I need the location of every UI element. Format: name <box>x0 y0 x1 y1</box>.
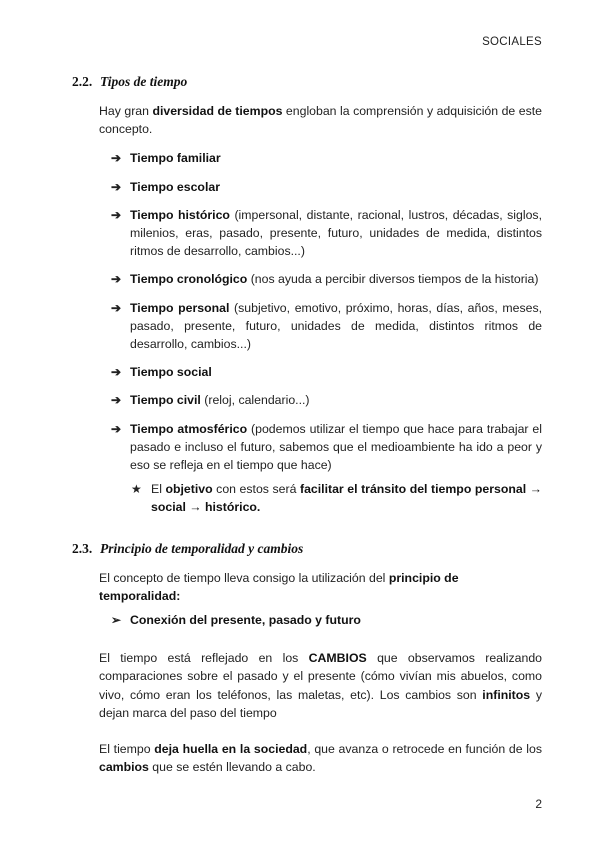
objective-bold: objetivo <box>165 482 213 497</box>
time-types-list <box>72 149 542 516</box>
para-bold-2: infinitos <box>482 687 531 702</box>
principle-list <box>72 611 542 629</box>
para-bold: CAMBIOS <box>308 651 367 666</box>
list-item <box>99 270 542 288</box>
item-bold: Conexión del presente, pasado y futuro <box>130 613 361 628</box>
arrow-icon: ➔ <box>111 393 122 408</box>
item-bold: Tiempo histórico <box>130 207 230 222</box>
list-item <box>99 178 542 196</box>
arrow-icon: ➔ <box>111 207 122 222</box>
item-bold: Tiempo atmosférico <box>130 421 248 436</box>
arrow-icon: ➔ <box>111 421 122 436</box>
intro-bold: principio de temporalidad: <box>99 570 459 603</box>
society-paragraph <box>99 740 542 776</box>
list-item <box>99 420 542 475</box>
item-text: (nos ayuda a percibir diversos tiempos de la historia) <box>247 272 539 287</box>
item-text: (reloj, calendario...) <box>200 393 310 408</box>
section-number: 2.3. <box>72 540 93 556</box>
item-bold: Tiempo social <box>130 365 212 380</box>
page-number: 2 <box>535 797 542 811</box>
changes-paragraph <box>99 649 542 722</box>
para-bold-2: cambios <box>99 760 149 775</box>
list-item <box>99 391 542 409</box>
item-bold: Tiempo familiar <box>130 151 221 166</box>
section-title: Tipos de tiempo <box>100 74 188 89</box>
section-heading-2-3 <box>72 540 542 562</box>
para-text-mid: que observamos realizando comparaciones sobre el pasado y el presente (cómo vivían mis abuelos, como vivo, cómo eran los teléfonos, las maletas, etc). Los cambios son <box>99 651 542 702</box>
arrow-icon: ➔ <box>111 365 122 380</box>
para-text-end: y dejan marca del paso del tiempo <box>99 687 542 720</box>
item-bold: Tiempo escolar <box>130 179 220 194</box>
arrowhead-icon: ➢ <box>111 613 122 628</box>
intro-text-end: engloban la comprensión y adquisición de este concepto. <box>99 104 542 137</box>
item-text: (subjetivo, emotivo, próximo, horas, días, años, meses, pasado, presente, futuro, unidades de medida, distintos ritmos de desarrollo, cambios...) <box>130 300 543 352</box>
para-text-mid: , que avanza o retrocede en función de los <box>307 742 542 757</box>
intro-bold: diversidad de tiempos <box>152 104 283 118</box>
objective-bold-end: facilitar el tránsito del tiempo personal → social → histórico. <box>151 482 542 515</box>
document-body <box>72 73 542 776</box>
section-intro-paragraph <box>99 102 542 138</box>
list-item <box>99 363 542 381</box>
arrow-icon: ➔ <box>111 272 122 287</box>
para-text: El tiempo está reflejado en los <box>99 651 309 666</box>
item-bold: Tiempo cronológico <box>130 272 248 287</box>
list-item <box>99 299 542 354</box>
arrow-icon: ➔ <box>111 300 122 315</box>
section-intro-paragraph <box>99 569 542 605</box>
item-text: (impersonal, distante, racional, lustros, décadas, siglos, milenios, eras, pasado, presente, futuro, unidades de medida, distintos ritmos de desarrollo, cambios...) <box>130 207 542 259</box>
star-icon: ★ <box>131 482 142 497</box>
para-bold: deja huella en la sociedad <box>154 742 308 757</box>
item-bold: Tiempo personal <box>130 300 230 315</box>
item-text: (podemos utilizar el tiempo que hace para trabajar el pasado e incluso el futuro, sabemos que el medioambiente ha ido a peor y eso se refleja en el tiempo que hace) <box>130 421 542 473</box>
section-number: 2.2. <box>72 74 93 89</box>
intro-text: El concepto de tiempo lleva consigo la utilización del <box>99 570 389 585</box>
para-text-end: que se estén llevando a cabo. <box>148 760 316 775</box>
section-title: Principio de temporalidad y cambios <box>100 540 304 556</box>
list-item <box>99 206 542 261</box>
list-item <box>99 149 542 167</box>
section-heading-2-2 <box>72 73 542 95</box>
para-text: El tiempo <box>99 742 155 757</box>
list-item <box>99 611 542 629</box>
item-bold: Tiempo civil <box>130 393 201 408</box>
objective-item <box>99 480 542 516</box>
arrow-icon: ➔ <box>111 179 122 194</box>
objective-text-mid: con estos será <box>212 482 300 497</box>
arrow-icon: ➔ <box>111 151 122 166</box>
intro-text: Hay gran <box>99 104 153 118</box>
page-header: SOCIALES <box>482 36 542 48</box>
objective-text: El <box>151 482 166 497</box>
